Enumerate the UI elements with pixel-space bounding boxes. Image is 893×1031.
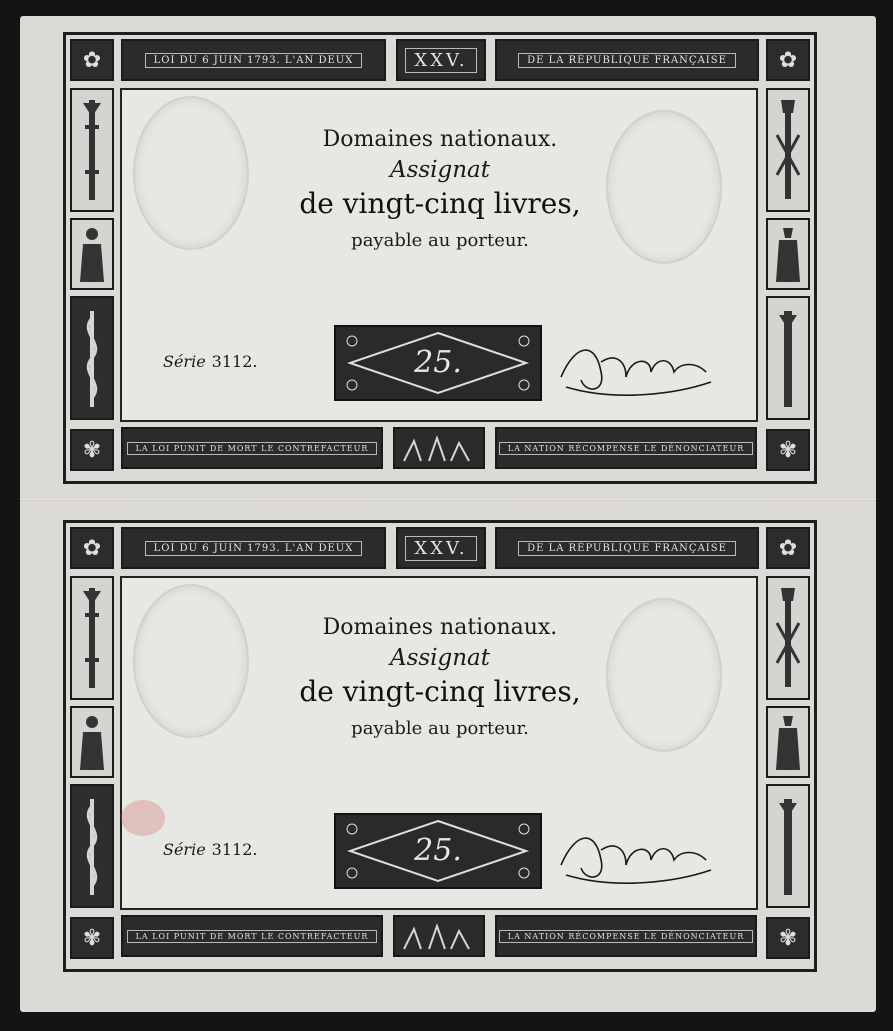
serpent-staff-icon [70, 784, 114, 908]
top-left-band: LOI DU 6 JUIN 1793. L'AN DEUX [121, 527, 386, 569]
signature [556, 332, 716, 406]
serpent-staff-icon [70, 296, 114, 420]
ornament-icon: ✾ [766, 917, 810, 959]
ornament-icon: ✾ [70, 917, 114, 959]
payable-text: payable au porteur. [351, 230, 529, 251]
bottom-left-band: LA LOI PUNIT DE MORT LE CONTREFACTEUR [121, 427, 383, 469]
bottom-right-band: LA NATION RÉCOMPENSE LE DÉNONCIATEUR [495, 427, 757, 469]
bottom-left-band: LA LOI PUNIT DE MORT LE CONTREFACTEUR [121, 915, 383, 957]
fold-line [20, 497, 876, 501]
bottom-center-vignette [393, 427, 485, 469]
top-left-band: LOI DU 6 JUIN 1793. L'AN DEUX [121, 39, 386, 81]
heading-assignat: Assignat [389, 645, 491, 671]
ornament-icon: ✾ [766, 429, 810, 471]
heading-assignat: Assignat [389, 157, 491, 183]
serie-label: Série 3112. [163, 840, 258, 859]
ornament-icon: ✿ [766, 527, 810, 569]
top-right-band: DE LA RÉPUBLIQUE FRANÇAISE [495, 527, 759, 569]
top-center-band: XXV. [396, 39, 486, 81]
ornament-icon: ✾ [70, 429, 114, 471]
heading-domaines: Domaines nationaux. [322, 615, 558, 640]
figure-icon [70, 706, 114, 778]
ornament-icon: ✿ [70, 527, 114, 569]
figure-icon [766, 706, 810, 778]
bottom-right-band: LA NATION RÉCOMPENSE LE DÉNONCIATEUR [495, 915, 757, 957]
figure-icon [766, 218, 810, 290]
heading-domaines: Domaines nationaux. [322, 127, 558, 152]
ornament-icon: ✿ [766, 39, 810, 81]
value-numeral: 25. [414, 345, 462, 380]
bottom-center-vignette [393, 915, 485, 957]
serie-label: Série 3112. [163, 352, 258, 371]
fasces-icon [766, 784, 810, 908]
value-cartouche [334, 325, 542, 401]
signature [556, 820, 716, 894]
top-center-band: XXV. [396, 527, 486, 569]
top-right-band: DE LA RÉPUBLIQUE FRANÇAISE [495, 39, 759, 81]
red-stain [121, 800, 165, 836]
assignat-note-bottom [63, 520, 817, 972]
value-cartouche [334, 813, 542, 889]
denomination-text: de vingt-cinq livres, [299, 675, 581, 708]
figure-icon [70, 218, 114, 290]
assignat-note-top [63, 32, 817, 484]
denomination-text: de vingt-cinq livres, [299, 187, 581, 220]
fasces-icon [766, 296, 810, 420]
ornament-icon: ✿ [70, 39, 114, 81]
payable-text: payable au porteur. [351, 718, 529, 739]
value-numeral: 25. [414, 833, 462, 868]
